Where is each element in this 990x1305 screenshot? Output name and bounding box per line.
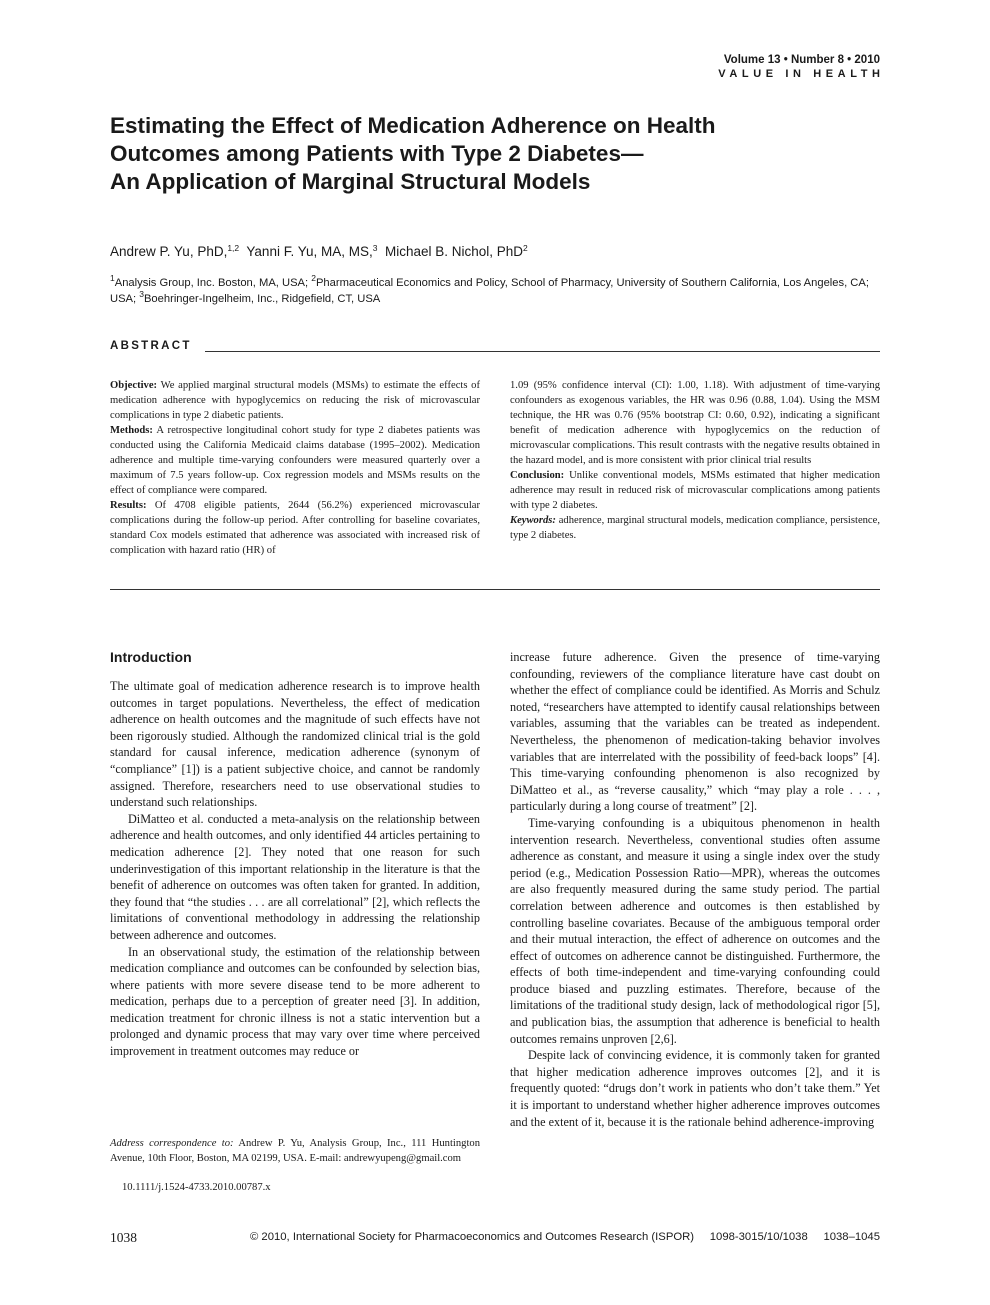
methods-text: A retrospective longitudinal cohort study for type 2 diabetes patients was conducted using the California Medicaid claims database (1995–2002). Medication adherence and multiple time-varying confounders were measured quarterly over a maximum of 7.5 years follow-up. Cox regression models and MSMs results on the effect of compliance were compared. xyxy=(110,425,480,496)
abstract-keywords xyxy=(510,513,880,543)
body-paragraph: DiMatteo et al. conducted a meta-analysis on the relationship between adherence and health outcomes, and only identified 44 articles pertaining to medication adherence [2]. They noted that one reason for such underinvestigation of this important relationship in the literature is that the benefit of adherence on outcomes was often taken for granted. In addition, they found that “the studies . . . are all correlational” [2], which reflects the limitations of conventional methodology in addressing the relationship between adherence and outcomes. xyxy=(110,811,480,942)
author-affiliation-mark: 2 xyxy=(523,243,528,253)
keywords-label: Keywords: xyxy=(510,515,556,526)
author-affiliation-mark: 1,2 xyxy=(227,243,240,253)
author-name: Andrew P. Yu, PhD, xyxy=(110,244,228,259)
journal-name: VALUE IN HEALTH xyxy=(718,68,885,80)
affiliation-text: Boehringer-Ingelheim, Inc., Ridgefield, CT, USA xyxy=(143,293,381,305)
abstract-objective xyxy=(110,378,480,423)
keywords-text: adherence, marginal structural models, medication compliance, persistence, type 2 diabetes. xyxy=(510,515,880,541)
journal-volume: Volume 13 • Number 8 • 2010 xyxy=(723,54,880,66)
section-heading-introduction: Introduction xyxy=(110,649,192,665)
affiliation-mark: 1 xyxy=(110,273,115,283)
abstract-bottom-divider xyxy=(110,589,880,590)
title-line: An Application of Marginal Structural Models xyxy=(110,169,591,194)
title-line: Outcomes among Patients with Type 2 Diabetes— xyxy=(110,141,644,166)
body-column-right xyxy=(510,649,880,1130)
objective-text: We applied marginal structural models (MSMs) to estimate the effects of medication adherence with hypoglycemics on reducing the risk of microvascular complications in type 2 diabetic patients. xyxy=(110,380,480,421)
body-paragraph: increase future adherence. Given the presence of time-varying confounding, reviewers of the compliance literature have cast doubt on whether the effect of compliance could be identified. As Morris and Schulz noted, “researchers have attempted to identify causal relationships between variables, assuming that the variables can be treated as independent. Nevertheless, the phenomenon of medication-taking behavior involves variables that are interrelated with the possibility of feed-back loops” [4]. This time-varying confounding phenomenon is also recognized by DiMatteo et al., as “reverse causality,” which “may play a role . . . , particularly during a long course of treatment” [2]. xyxy=(510,650,880,814)
author-list xyxy=(110,244,528,259)
abstract-results-continued: 1.09 (95% confidence interval (CI): 1.00, 1.18). With adjustment of time-varying confounders as exogenous variables, the HR was 0.96 (0.88, 1.04). Using the MSM technique, the HR was 0.76 (95% bootstrap CI: 0.60, 0.92), indicating a significant benefit of medication adherence with hypoglycemics on the reduction of microvascular complications. This result contrasts with the negative results obtained in the hazard model, and is more consistent with prior clinical trial results xyxy=(510,380,880,466)
body-paragraph: The ultimate goal of medication adherence research is to improve health outcomes in target populations. Nevertheless, the effect of medication adherence on health outcomes and the magnitude of such effects have not been rigorously studied. Although the randomized clinical trial is the gold standard for causal inference, medication adherence (synonym of “compliance” [1]) is a patient subjective choice, and cannot be randomly assigned. Therefore, researchers need to use observational studies to understand such relationships. xyxy=(110,679,480,810)
author-name: Yanni F. Yu, MA, MS, xyxy=(246,244,373,259)
article-title xyxy=(110,112,870,196)
abstract-column-left xyxy=(110,378,480,558)
body-paragraph: In an observational study, the estimation of the relationship between medication compliance and outcomes can be confounded by selection bias, where patients with more severe disease tend to be more adherent to medication, perhaps due to a perception of greater need [3]. In addition, medication treatment for chronic illness is not a static intervention but a prolonged and dynamic process that may vary over time where perceived improvement in treatment outcomes may reduce or xyxy=(110,944,480,1059)
correspondence-label: Address correspondence to: xyxy=(110,1138,234,1149)
correspondence-note xyxy=(110,1136,480,1166)
footer-copyright: © 2010, International Society for Pharmacoeconomics and Outcomes Research (ISPOR) 1098-3015/10/1038 1038–1045 xyxy=(249,1231,880,1243)
objective-label: Objective: xyxy=(110,380,158,391)
abstract-heading: ABSTRACT xyxy=(110,340,192,352)
abstract-conclusion xyxy=(510,468,880,513)
body-column-left xyxy=(110,678,480,1060)
body-paragraph: Despite lack of convincing evidence, it is commonly taken for granted that higher medication adherence improves outcomes [2], and it is frequently quoted: “drugs don’t work in patients who don’t take them.” Yet it is important to understand whether higher adherence improves outcomes and the extent of it, because it is the rationale behind adherence-improving xyxy=(510,1048,880,1129)
doi: 10.1111/j.1524-4733.2010.00787.x xyxy=(122,1182,271,1193)
affiliation-mark: 3 xyxy=(139,289,144,299)
body-paragraph: Time-varying confounding is a ubiquitous phenomenon in health intervention research. Nevertheless, conventional studies often assume adherence as constant, and measure it using a single index over the study period (e.g., Medication Possession Ratio—MPR), whereas the outcomes are also frequently measured during the same study period. The partial correlation between adherence and outcomes is then established by controlling baseline covariates. Because of the ambiguous temporal order and their mutual interaction, the effect of adherence on outcomes and the effect of outcomes on adherence cannot be distinguished. Furthermore, the effects of both time-independent and time-varying confounding could produce biased and puzzling estimates. Therefore, because of the limitations of the traditional study design, lack of methodological rigor [5], and publication bias, the assumption that adherence is beneficial to health outcomes remains unproven [2,6]. xyxy=(510,815,880,1046)
correspondence-text: Andrew P. Yu, Analysis Group, Inc., 111 Huntington Avenue, 10th Floor, Boston, MA 02199, USA. E-mail: andrewyupeng@gmail.com xyxy=(110,1138,480,1164)
abstract-results xyxy=(110,498,480,558)
affiliations xyxy=(110,275,880,307)
results-label: Results: xyxy=(110,500,147,511)
methods-label: Methods: xyxy=(110,425,153,436)
page-number: 1038 xyxy=(110,1230,137,1245)
affiliation-text: Analysis Group, Inc. Boston, MA, USA; xyxy=(114,277,312,289)
conclusion-text: Unlike conventional models, MSMs estimated that higher medication adherence may result in reduced risk of microvascular complications among patients with type 2 diabetes. xyxy=(510,470,880,511)
author-affiliation-mark: 3 xyxy=(372,243,378,253)
abstract-methods xyxy=(110,423,480,498)
affiliation-text: Pharmaceutical Economics and Policy, School of Pharmacy, University of Southern California, Los Angeles, CA; USA; xyxy=(110,277,869,305)
abstract-column-right xyxy=(510,378,880,543)
conclusion-label: Conclusion: xyxy=(510,470,565,481)
title-line: Estimating the Effect of Medication Adherence on Health xyxy=(110,113,716,138)
results-text: Of 4708 eligible patients, 2644 (56.2%) experienced microvascular complications during the follow-up period. After controlling for baseline covariates, standard Cox models estimated that adherence was associated with increased risk of complication with hazard ratio (HR) of xyxy=(110,500,480,556)
abstract-divider xyxy=(205,351,880,352)
affiliation-mark: 2 xyxy=(311,273,316,283)
author-name: Michael B. Nichol, PhD xyxy=(384,244,524,259)
